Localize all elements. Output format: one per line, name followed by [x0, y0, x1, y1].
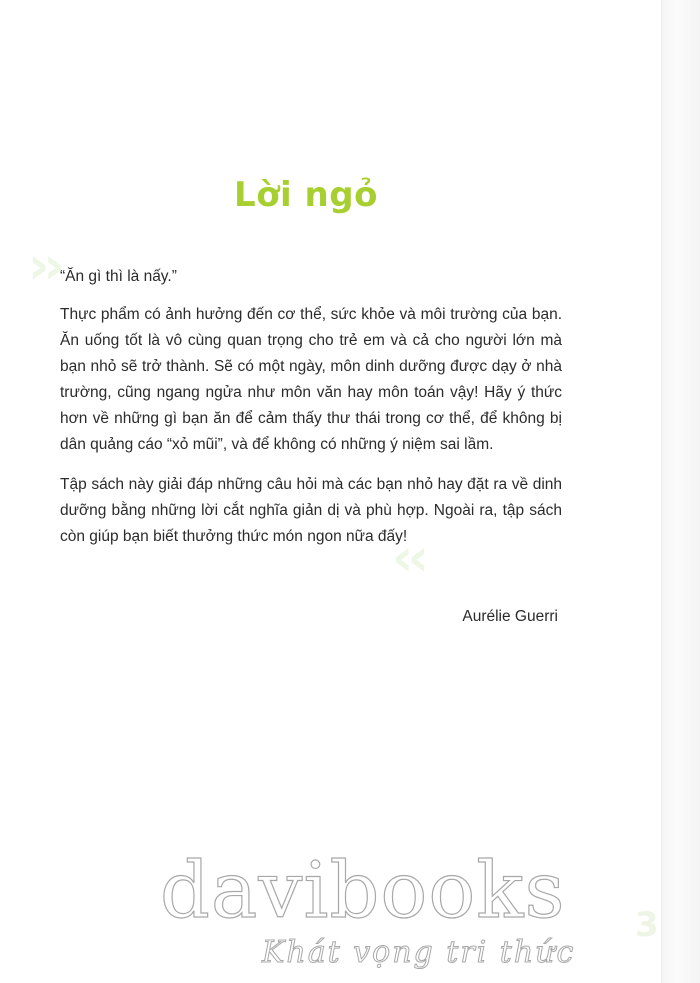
- author-signature: Aurélie Guerri: [462, 608, 558, 625]
- page-number: 3: [635, 905, 659, 945]
- page-edge: [661, 0, 700, 983]
- opening-quote: “Ăn gì thì là nấy.”: [60, 268, 177, 285]
- page-title: Lời ngỏ: [234, 174, 378, 215]
- body-text: [60, 264, 562, 564]
- watermark-tagline: Khát vọng tri thức: [262, 935, 576, 970]
- watermark-brand: davibooks: [160, 846, 566, 936]
- chevron-decoration-icon: ››: [28, 236, 59, 296]
- paragraph: Tập sách này giải đáp những câu hỏi mà các bạn nhỏ hay đặt ra về dinh dưỡng bằng những lời cắt nghĩa giản dị và phù hợp. Ngoài ra, tập sách còn giúp bạn biết thưởng thức món ngon nữa đấy!: [60, 476, 562, 545]
- paragraph: Thực phẩm có ảnh hưởng đến cơ thể, sức khỏe và môi trường của bạn. Ăn uống tốt là vô cùng quan trọng cho trẻ em và cả cho người lớn mà bạn nhỏ sẽ trở thành. Sẽ có một ngày, môn dinh dưỡng được dạy ở nhà trường, cũng ngang ngửa như môn văn hay môn toán vậy! Hãy ý thức hơn về những gì bạn ăn để cảm thấy thư thái trong cơ thể, để không bị dân quảng cáo “xỏ mũi”, và để không có những ý niệm sai lầm.: [60, 306, 562, 453]
- chevron-decoration-icon: ‹‹: [392, 528, 423, 588]
